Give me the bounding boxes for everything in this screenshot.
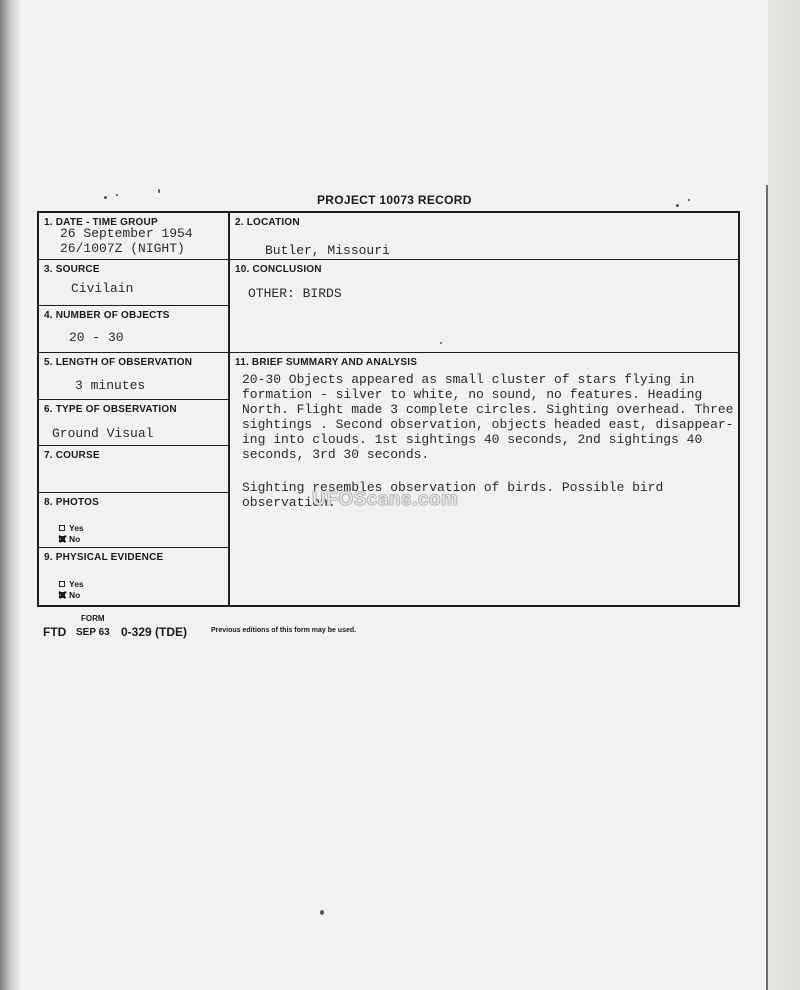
- source-value: Civilain: [71, 281, 134, 296]
- summary-line: sightings . Second observation, objects headed east, disappear-: [242, 417, 734, 432]
- time-group-value: 26/1007Z (NIGHT): [60, 241, 185, 256]
- summary-line: formation - silver to white, no sound, no features. Heading: [242, 387, 703, 402]
- photos-no-label: No: [69, 534, 81, 544]
- length-of-observation-cell: [39, 353, 229, 399]
- location-cell: [230, 213, 738, 259]
- summary-line: seconds, 3rd 30 seconds.: [242, 447, 430, 462]
- summary-label: 11. BRIEF SUMMARY AND ANALYSIS: [235, 357, 418, 368]
- photos-label: 8. PHOTOS: [44, 497, 99, 508]
- type-of-observation-value: Ground Visual: [52, 426, 154, 441]
- speck: [320, 910, 324, 915]
- speck: [158, 189, 160, 193]
- footer-form-number: 0-329 (TDE): [121, 625, 188, 639]
- checkbox-box-icon: [59, 525, 65, 531]
- course-cell: [39, 446, 229, 492]
- checked-box-icon: [59, 592, 65, 598]
- speck: [104, 196, 107, 199]
- type-of-observation-cell: [39, 400, 229, 445]
- summary-line: observation.: [242, 495, 336, 510]
- location-label: 2. LOCATION: [235, 217, 300, 228]
- photos-no-checkbox[interactable]: [59, 534, 80, 544]
- page-right-strip: [768, 0, 800, 990]
- course-label: 7. COURSE: [44, 450, 100, 461]
- physical-evidence-cell: [39, 548, 229, 605]
- date-time-group-label: 1. DATE - TIME GROUP: [44, 217, 158, 228]
- speck: [116, 194, 118, 196]
- record-form: [37, 211, 740, 607]
- source-cell: [39, 260, 229, 305]
- number-of-objects-value: 20 - 30: [69, 330, 124, 345]
- speck: [676, 204, 679, 207]
- photos-cell: [39, 493, 229, 547]
- summary-line: ing into clouds. 1st sightings 40 seconds, 2nd sightings 40: [242, 432, 703, 447]
- speck: [688, 199, 690, 201]
- watermark: UFOScans.com: [312, 489, 459, 510]
- physical-evidence-yes-label: Yes: [69, 579, 84, 589]
- summary-line: North. Flight made 3 complete circles. Sighting overhead. Three: [242, 402, 734, 417]
- checked-box-icon: [59, 536, 65, 542]
- conclusion-label: 10. CONCLUSION: [235, 264, 322, 275]
- physical-evidence-label: 9. PHYSICAL EVIDENCE: [44, 552, 164, 563]
- date-value: 26 September 1954: [60, 226, 193, 241]
- type-of-observation-label: 6. TYPE OF OBSERVATION: [44, 404, 177, 415]
- physical-evidence-yes-checkbox[interactable]: [59, 579, 84, 589]
- footer-form-label: FORM: [81, 614, 105, 623]
- length-of-observation-value: 3 minutes: [75, 378, 146, 393]
- checkbox-box-icon: [59, 581, 65, 587]
- length-of-observation-label: 5. LENGTH OF OBSERVATION: [44, 357, 193, 368]
- summary-line: Sighting resembles observation of birds. Possible bird: [242, 480, 664, 495]
- summary-cell: [230, 353, 738, 605]
- physical-evidence-no-checkbox[interactable]: [59, 590, 80, 600]
- page-left-edge: [0, 0, 20, 990]
- conclusion-cell: [230, 260, 738, 352]
- number-of-objects-label: 4. NUMBER OF OBJECTS: [44, 310, 170, 321]
- page-right-edge: [766, 185, 768, 990]
- summary-line: 20-30 Objects appeared as small cluster of stars flying in: [242, 372, 695, 387]
- photos-yes-label: Yes: [69, 523, 84, 533]
- conclusion-value: OTHER: BIRDS: [248, 286, 342, 301]
- footer-previous-editions: Previous editions of this form may be used.: [211, 627, 357, 634]
- location-value: Butler, Missouri: [265, 243, 390, 258]
- footer-form-code: SEP 63: [76, 627, 110, 638]
- page-title: PROJECT 10073 RECORD: [317, 193, 472, 207]
- photos-yes-checkbox[interactable]: [59, 523, 84, 533]
- number-of-objects-cell: [39, 306, 229, 352]
- footer-ftd: FTD: [43, 625, 67, 639]
- source-label: 3. SOURCE: [44, 264, 100, 275]
- physical-evidence-no-label: No: [69, 590, 81, 600]
- date-time-group-cell: [39, 213, 229, 259]
